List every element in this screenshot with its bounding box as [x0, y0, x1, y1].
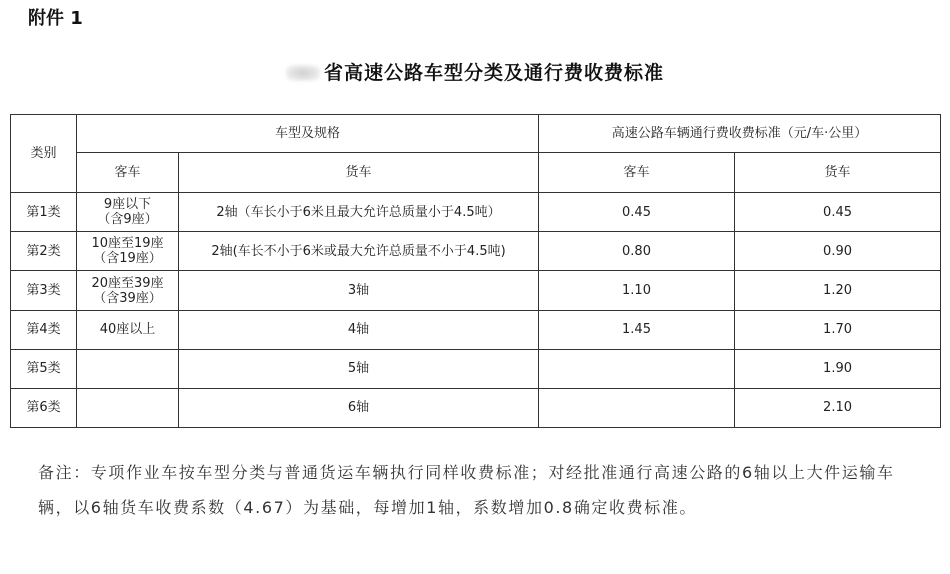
row-truck-spec: 2轴（车长小于6米且最大允许总质量小于4.5吨）: [179, 193, 539, 232]
table-row: [11, 310, 941, 349]
row-passenger-spec: [77, 349, 179, 388]
table-row: [11, 349, 941, 388]
row-rate-passenger: 1.45: [539, 310, 735, 349]
attachment-label: 附件 1: [28, 8, 83, 29]
subheader-rate-truck: 货车: [735, 153, 941, 193]
header-rate: 高速公路车辆通行费收费标准（元/车·公里）: [539, 115, 941, 153]
row-passenger-spec: [77, 232, 179, 271]
row-truck-spec: 6轴: [179, 388, 539, 427]
row-rate-truck: 1.20: [735, 271, 941, 310]
passenger-spec-line2: （含39座）: [93, 290, 162, 306]
row-rate-passenger: 1.10: [539, 271, 735, 310]
table-subheader-row: [11, 153, 941, 193]
remarks-note: 备注：专项作业车按车型分类与普通货运车辆执行同样收费标准；对经批准通行高速公路的6轴以上大件运输车辆，以6轴货车收费系数（4.67）为基础，每增加1轴，系数增加0.8确定收费标准。: [38, 463, 895, 517]
row-truck-spec: 3轴: [179, 271, 539, 310]
row-rate-truck: 2.10: [735, 388, 941, 427]
row-category: 第4类: [11, 310, 77, 349]
table-header-row: [11, 115, 941, 153]
row-category: 第1类: [11, 193, 77, 232]
subheader-passenger: 客车: [77, 153, 179, 193]
redacted-province-name: [286, 65, 320, 81]
row-truck-spec: 2轴(车长不小于6米或最大允许总质量不小于4.5吨): [179, 232, 539, 271]
row-truck-spec: 4轴: [179, 310, 539, 349]
passenger-spec-line1: 20座至39座: [91, 275, 164, 291]
row-passenger-spec: [77, 193, 179, 232]
passenger-spec-line2: （含19座）: [93, 251, 162, 267]
row-rate-truck: 1.70: [735, 310, 941, 349]
subheader-truck: 货车: [179, 153, 539, 193]
row-rate-truck: 1.90: [735, 349, 941, 388]
row-truck-spec: 5轴: [179, 349, 539, 388]
table-row: [11, 193, 941, 232]
row-category: 第6类: [11, 388, 77, 427]
table-row: [11, 232, 941, 271]
subheader-rate-passenger: 客车: [539, 153, 735, 193]
row-passenger-spec: [77, 271, 179, 310]
row-rate-passenger: [539, 388, 735, 427]
row-rate-passenger: 0.80: [539, 232, 735, 271]
table-row: [11, 388, 941, 427]
row-rate-truck: 0.90: [735, 232, 941, 271]
header-spec: 车型及规格: [77, 115, 539, 153]
row-rate-passenger: 0.45: [539, 193, 735, 232]
fee-table: [10, 114, 941, 428]
document-title: [0, 58, 950, 85]
row-rate-truck: 0.45: [735, 193, 941, 232]
row-passenger-spec: [77, 388, 179, 427]
row-passenger-spec: [77, 310, 179, 349]
title-text: 省高速公路车型分类及通行费收费标准: [323, 62, 664, 84]
passenger-spec-line2: （含9座）: [97, 212, 158, 228]
row-category: 第3类: [11, 271, 77, 310]
header-category: 类别: [11, 115, 77, 193]
passenger-spec-line1: 10座至19座: [91, 236, 164, 252]
row-rate-passenger: [539, 349, 735, 388]
table-row: [11, 271, 941, 310]
passenger-spec-line1: 9座以下: [103, 197, 152, 213]
row-category: 第5类: [11, 349, 77, 388]
row-category: 第2类: [11, 232, 77, 271]
passenger-spec-line1: 40座以上: [99, 322, 156, 338]
